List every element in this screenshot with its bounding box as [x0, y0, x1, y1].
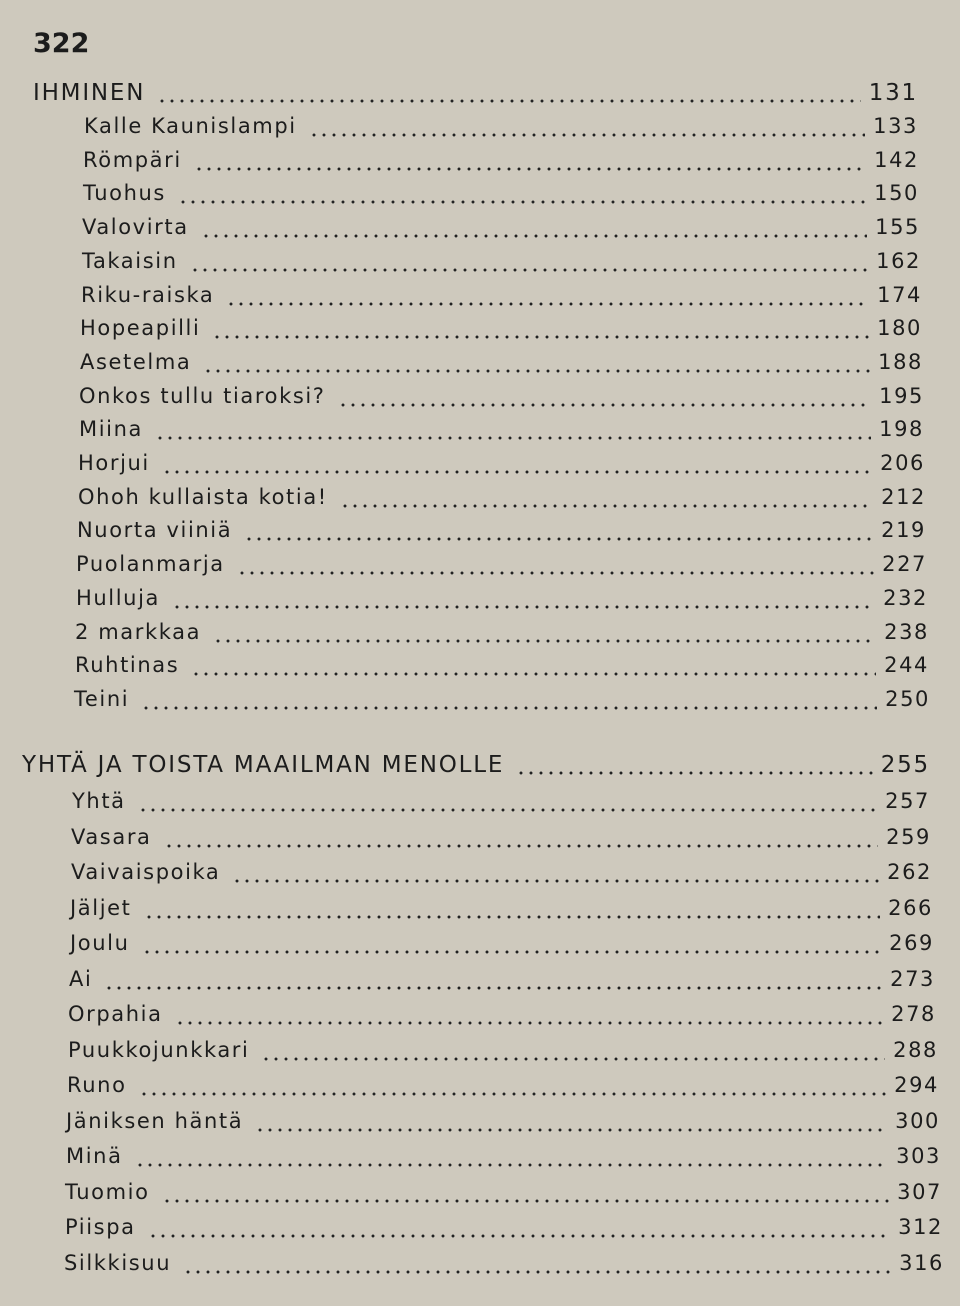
dot-leader	[203, 369, 870, 373]
toc-entry-title: Ruhtinas	[75, 653, 180, 677]
toc-entry	[83, 181, 919, 211]
toc-entry-title: 2 markkaa	[75, 620, 202, 644]
toc-entry-page: 174	[877, 283, 922, 307]
toc-entry-title: Silkkisuu	[64, 1251, 172, 1275]
dot-leader	[175, 1021, 884, 1025]
toc-entry	[79, 384, 924, 414]
toc-entry	[77, 518, 926, 548]
toc-entry-page: 188	[878, 350, 923, 374]
dot-leader	[162, 1199, 890, 1203]
toc-entry-page: 232	[883, 586, 928, 610]
toc-entry-title: Kalle Kaunislampi	[84, 114, 297, 138]
toc-entry-page: 212	[881, 485, 926, 509]
toc-entry-page: 219	[881, 518, 926, 542]
toc-entry-title: Joulu	[70, 931, 130, 955]
toc-entry-title: Hulluja	[76, 586, 160, 610]
toc-entry	[67, 1073, 939, 1103]
dot-leader	[172, 605, 875, 609]
toc-entry-page: 269	[889, 931, 934, 955]
toc-entry-title: Onkos tullu tiaroksi?	[79, 384, 326, 408]
toc-entry-page: 266	[888, 896, 933, 920]
toc-entry	[74, 687, 930, 717]
toc-entry	[75, 653, 929, 683]
section-heading-page: 255	[880, 752, 930, 778]
toc-entry-title: Ai	[69, 967, 93, 991]
toc-entry-title: Minä	[66, 1144, 123, 1168]
toc-entry-page: 307	[897, 1180, 942, 1204]
toc-entry-page: 195	[879, 384, 924, 408]
dot-leader	[148, 1234, 890, 1238]
toc-entry-page: 206	[880, 451, 925, 475]
toc-entry-title: Asetelma	[80, 350, 192, 374]
toc-entry-title: Jäniksen häntä	[66, 1109, 244, 1133]
dot-leader	[194, 167, 866, 171]
toc-entry	[66, 1109, 940, 1139]
toc-entry	[68, 1002, 936, 1032]
toc-entry	[72, 789, 930, 819]
toc-entry-page: 278	[891, 1002, 936, 1026]
toc-entry-page: 288	[893, 1038, 938, 1062]
dot-leader	[164, 844, 879, 848]
toc-entry	[79, 417, 924, 447]
dot-leader	[183, 1270, 891, 1274]
toc-entry	[76, 552, 927, 582]
toc-entry-page: 259	[886, 825, 931, 849]
toc-entry	[78, 485, 926, 515]
dot-leader	[237, 571, 874, 575]
toc-entry	[70, 931, 934, 961]
page-number: 322	[33, 28, 90, 59]
toc-entry-title: Runo	[67, 1073, 127, 1097]
toc-entry-page: 312	[898, 1215, 943, 1239]
toc-entry-page: 303	[896, 1144, 941, 1168]
dot-leader	[338, 403, 872, 407]
toc-entry	[68, 1038, 938, 1068]
toc-entry	[80, 350, 923, 380]
dot-leader	[516, 771, 872, 775]
toc-entry-page: 316	[899, 1251, 944, 1275]
toc-entry	[80, 316, 922, 346]
toc-entry-title: Riku-raiska	[81, 283, 215, 307]
toc-entry-page: 273	[890, 967, 935, 991]
dot-leader	[309, 133, 865, 137]
toc-entry	[82, 249, 921, 279]
dot-leader	[232, 879, 879, 883]
toc-entry	[81, 283, 922, 313]
toc-entry	[84, 114, 918, 144]
dot-leader	[157, 99, 860, 103]
toc-entry-page: 198	[879, 417, 924, 441]
toc-entry-page: 300	[895, 1109, 940, 1133]
toc-entry-page: 180	[877, 316, 922, 340]
dot-leader	[244, 537, 873, 541]
toc-entry-title: Puolanmarja	[76, 552, 225, 576]
toc-entry-title: Tuohus	[83, 181, 166, 205]
dot-leader	[191, 672, 876, 676]
dot-leader	[178, 200, 866, 204]
dot-leader	[255, 1128, 887, 1132]
dot-leader	[104, 986, 882, 990]
toc-entry-title: Miina	[79, 417, 143, 441]
toc-entry-title: Yhtä	[72, 789, 126, 813]
dot-leader	[212, 335, 869, 339]
toc-entry-title: Nuorta viiniä	[77, 518, 233, 542]
toc-entry	[65, 1180, 942, 1210]
toc-entry-title: Tuomio	[65, 1180, 150, 1204]
toc-entry-title: Jäljet	[70, 896, 132, 920]
toc-entry	[64, 1251, 944, 1281]
toc-entry-page: 155	[875, 215, 920, 239]
toc-entry-title: Vaivaispoika	[71, 860, 221, 884]
toc-entry-page: 244	[884, 653, 929, 677]
toc-entry-page: 262	[887, 860, 932, 884]
toc-entry	[71, 825, 931, 855]
toc-entry	[70, 896, 933, 926]
toc-entry-title: Piispa	[65, 1215, 136, 1239]
toc-entry-title: Ohoh kullaista kotia!	[78, 485, 328, 509]
toc-entry-title: Puukkojunkkari	[68, 1038, 250, 1062]
toc-entry	[83, 148, 919, 178]
toc-entry	[76, 586, 928, 616]
dot-leader	[190, 268, 869, 272]
toc-entry	[69, 967, 935, 997]
toc-entry	[65, 1215, 943, 1245]
toc-entry	[82, 215, 920, 245]
toc-entry-page: 250	[885, 687, 930, 711]
dot-leader	[135, 1163, 889, 1167]
dot-leader	[155, 436, 871, 440]
toc-entry	[75, 620, 929, 650]
toc-entry-title: Römpäri	[83, 148, 182, 172]
toc-entry-title: Hopeapilli	[80, 316, 201, 340]
section-heading	[22, 752, 930, 782]
dot-leader	[139, 1092, 887, 1096]
dot-leader	[201, 234, 867, 238]
dot-leader	[340, 504, 873, 508]
section-heading-page: 131	[868, 80, 918, 106]
dot-leader	[261, 1057, 885, 1061]
section-heading-title: YHTÄ JA TOISTA MAAILMAN MENOLLE	[22, 752, 505, 778]
toc-entry-title: Vasara	[71, 825, 152, 849]
dot-leader	[138, 808, 877, 812]
toc-entry-title: Valovirta	[82, 215, 189, 239]
toc-entry-title: Orpahia	[68, 1002, 163, 1026]
toc-entry-page: 238	[884, 620, 929, 644]
toc-entry-page: 133	[873, 114, 918, 138]
section-heading-title: IHMINEN	[33, 80, 146, 106]
toc-entry-page: 150	[874, 181, 919, 205]
toc-entry-title: Horjui	[78, 451, 150, 475]
dot-leader	[141, 706, 877, 710]
toc-entry-page: 142	[874, 148, 919, 172]
toc-entry-title: Teini	[74, 687, 130, 711]
dot-leader	[213, 639, 876, 643]
toc-entry-page: 294	[894, 1073, 939, 1097]
toc-entry	[78, 451, 925, 481]
dot-leader	[144, 915, 881, 919]
toc-entry	[66, 1144, 941, 1174]
toc-entry-page: 162	[876, 249, 921, 273]
dot-leader	[226, 302, 869, 306]
toc-entry-page: 257	[885, 789, 930, 813]
section-heading	[33, 80, 918, 110]
dot-leader	[162, 470, 872, 474]
toc-entry-title: Takaisin	[82, 249, 178, 273]
dot-leader	[142, 950, 882, 954]
toc-entry	[71, 860, 932, 890]
toc-entry-page: 227	[882, 552, 927, 576]
